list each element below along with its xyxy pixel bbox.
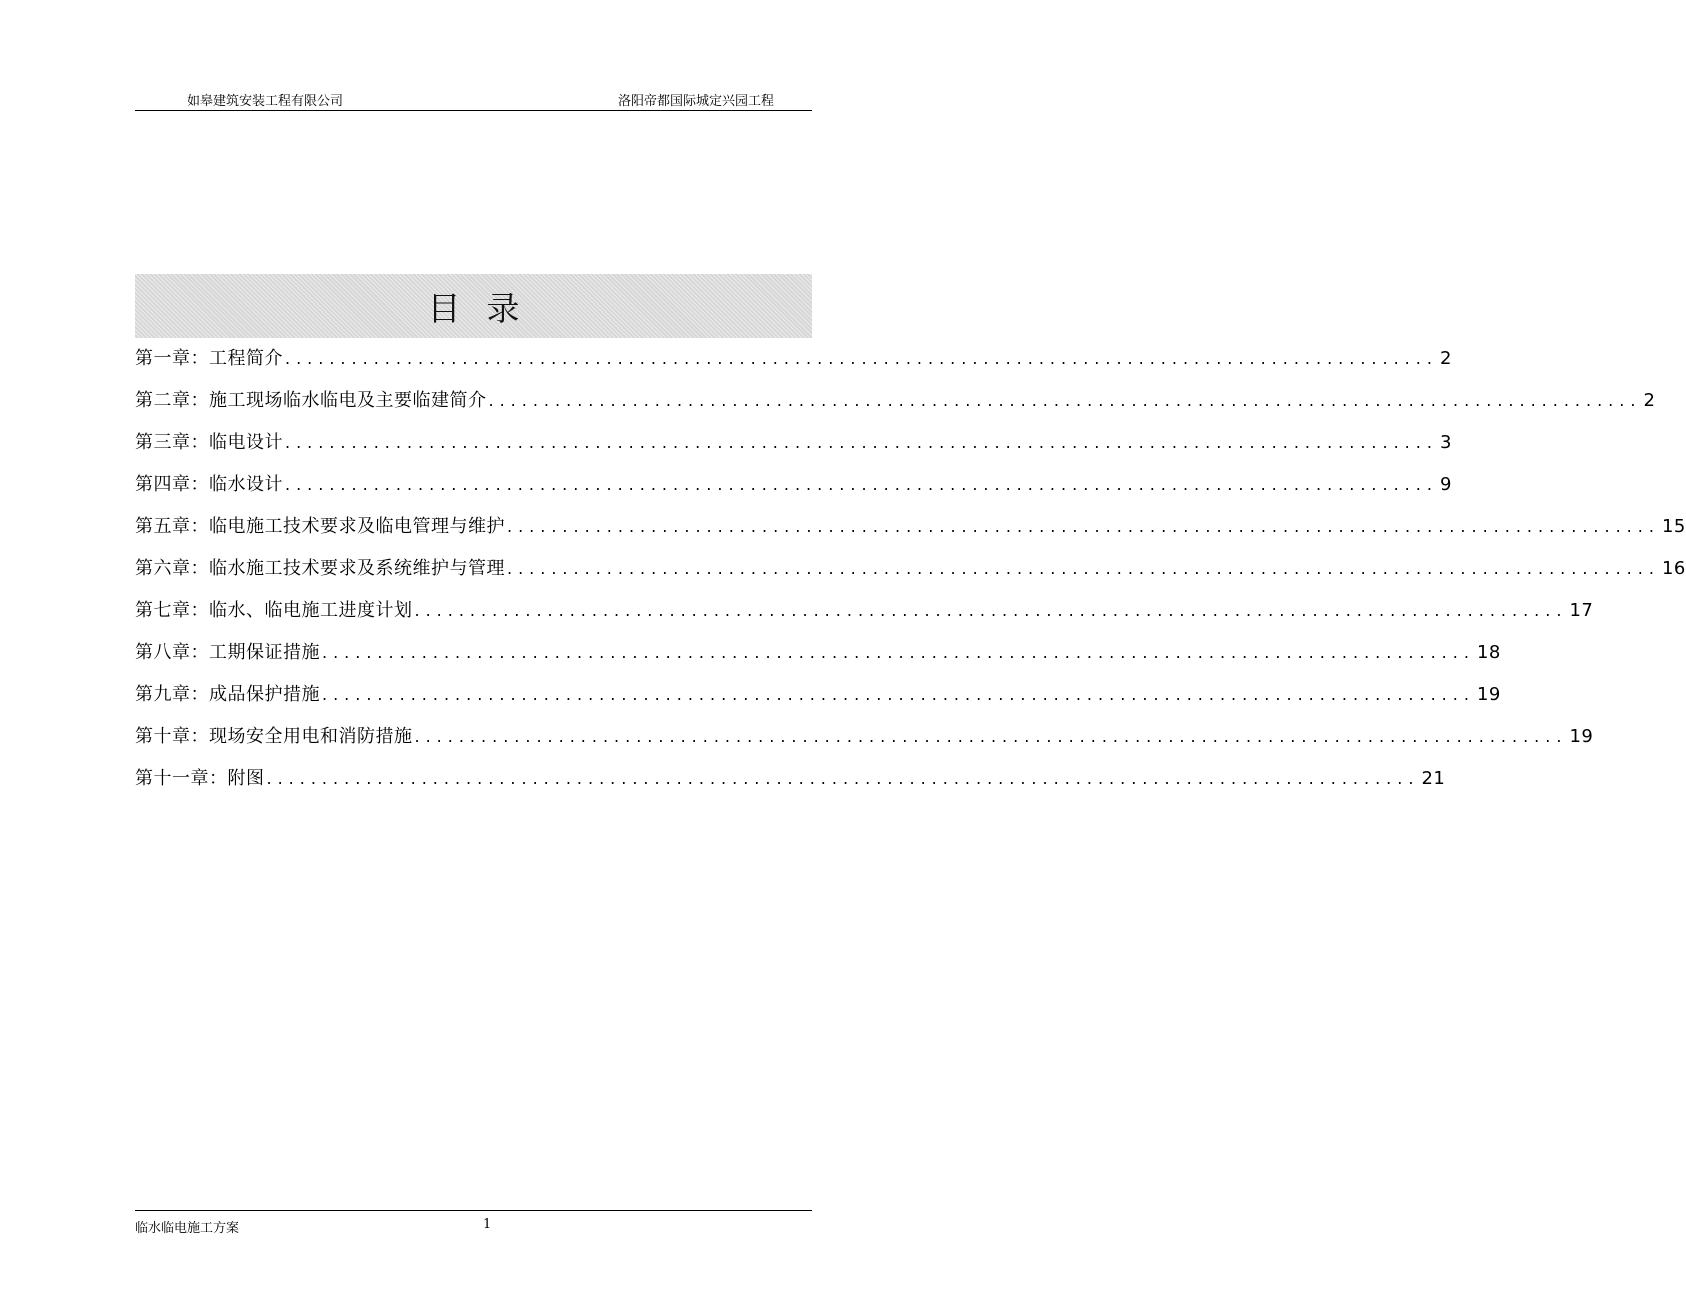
page-header [135, 86, 812, 111]
toc-leader-dots: ........................................................................................................ [507, 517, 1660, 536]
header-company: 如皋建筑安装工程有限公司 [187, 94, 344, 109]
toc-entry[interactable] [135, 758, 1446, 800]
header-project: 洛阳帝都国际城定兴园工程 [617, 94, 774, 109]
toc-entry-label: 第七章：临水、临电施工进度计划 [135, 600, 413, 621]
toc-entry-page: 19 [1476, 684, 1501, 705]
footer-page-number: 1 [483, 1217, 492, 1232]
toc-entry-page: 2 [1643, 390, 1656, 411]
toc-entry-label: 第六章：临水施工技术要求及系统维护与管理 [135, 558, 505, 579]
page-footer [135, 1210, 812, 1237]
toc-leader-dots: ........................................................................................................ [285, 433, 1438, 452]
toc-entry[interactable] [135, 380, 1656, 422]
toc-entry[interactable] [135, 506, 1686, 548]
toc-title: 目录 [427, 288, 546, 328]
toc-entry-page: 9 [1439, 474, 1452, 495]
toc-entry-page: 16 [1661, 558, 1686, 579]
toc-entry-label: 第一章：工程简介 [135, 348, 283, 369]
toc-leader-dots: ........................................................................................................ [507, 559, 1660, 578]
toc-entry-page: 15 [1661, 516, 1686, 537]
toc-leader-dots: ........................................................................................................ [266, 769, 1420, 788]
toc-leader-dots: ........................................................................................................ [285, 475, 1438, 494]
toc-leader-dots: ........................................................................................................ [414, 601, 1568, 620]
toc-entry-label: 第十章：现场安全用电和消防措施 [135, 726, 413, 747]
toc-leader-dots: ........................................................................................................ [488, 391, 1642, 410]
toc-entry-page: 17 [1569, 600, 1594, 621]
toc-entry[interactable] [135, 422, 1452, 464]
toc-leader-dots: ........................................................................................................ [322, 643, 1475, 662]
toc-entry-label: 第十一章：附图 [135, 768, 265, 789]
toc-entry-page: 21 [1421, 768, 1446, 789]
toc-entry-label: 第二章：施工现场临水临电及主要临建简介 [135, 390, 487, 411]
footer-doc-title: 临水临电施工方案 [135, 1221, 240, 1236]
toc-title-band [135, 274, 812, 338]
toc-leader-dots: ........................................................................................................ [414, 727, 1568, 746]
toc-entry-label: 第三章：临电设计 [135, 432, 283, 453]
toc-leader-dots: ........................................................................................................ [285, 349, 1438, 368]
toc-entry[interactable] [135, 590, 1594, 632]
toc-entry-label: 第八章：工期保证措施 [135, 642, 320, 663]
toc-entry[interactable] [135, 674, 1501, 716]
toc-entry[interactable] [135, 632, 1501, 674]
toc-entry-label: 第五章：临电施工技术要求及临电管理与维护 [135, 516, 505, 537]
toc-entry-label: 第九章：成品保护措施 [135, 684, 320, 705]
toc-entry-page: 3 [1439, 432, 1452, 453]
toc-entry-label: 第四章：临水设计 [135, 474, 283, 495]
toc-entry-page: 2 [1439, 348, 1452, 369]
toc-leader-dots: ........................................................................................................ [322, 685, 1475, 704]
toc-entry-page: 19 [1569, 726, 1594, 747]
table-of-contents [135, 338, 1686, 800]
toc-entry-page: 18 [1476, 642, 1501, 663]
toc-entry[interactable] [135, 464, 1452, 506]
toc-entry[interactable] [135, 548, 1686, 590]
toc-entry[interactable] [135, 716, 1594, 758]
toc-entry[interactable] [135, 338, 1452, 380]
